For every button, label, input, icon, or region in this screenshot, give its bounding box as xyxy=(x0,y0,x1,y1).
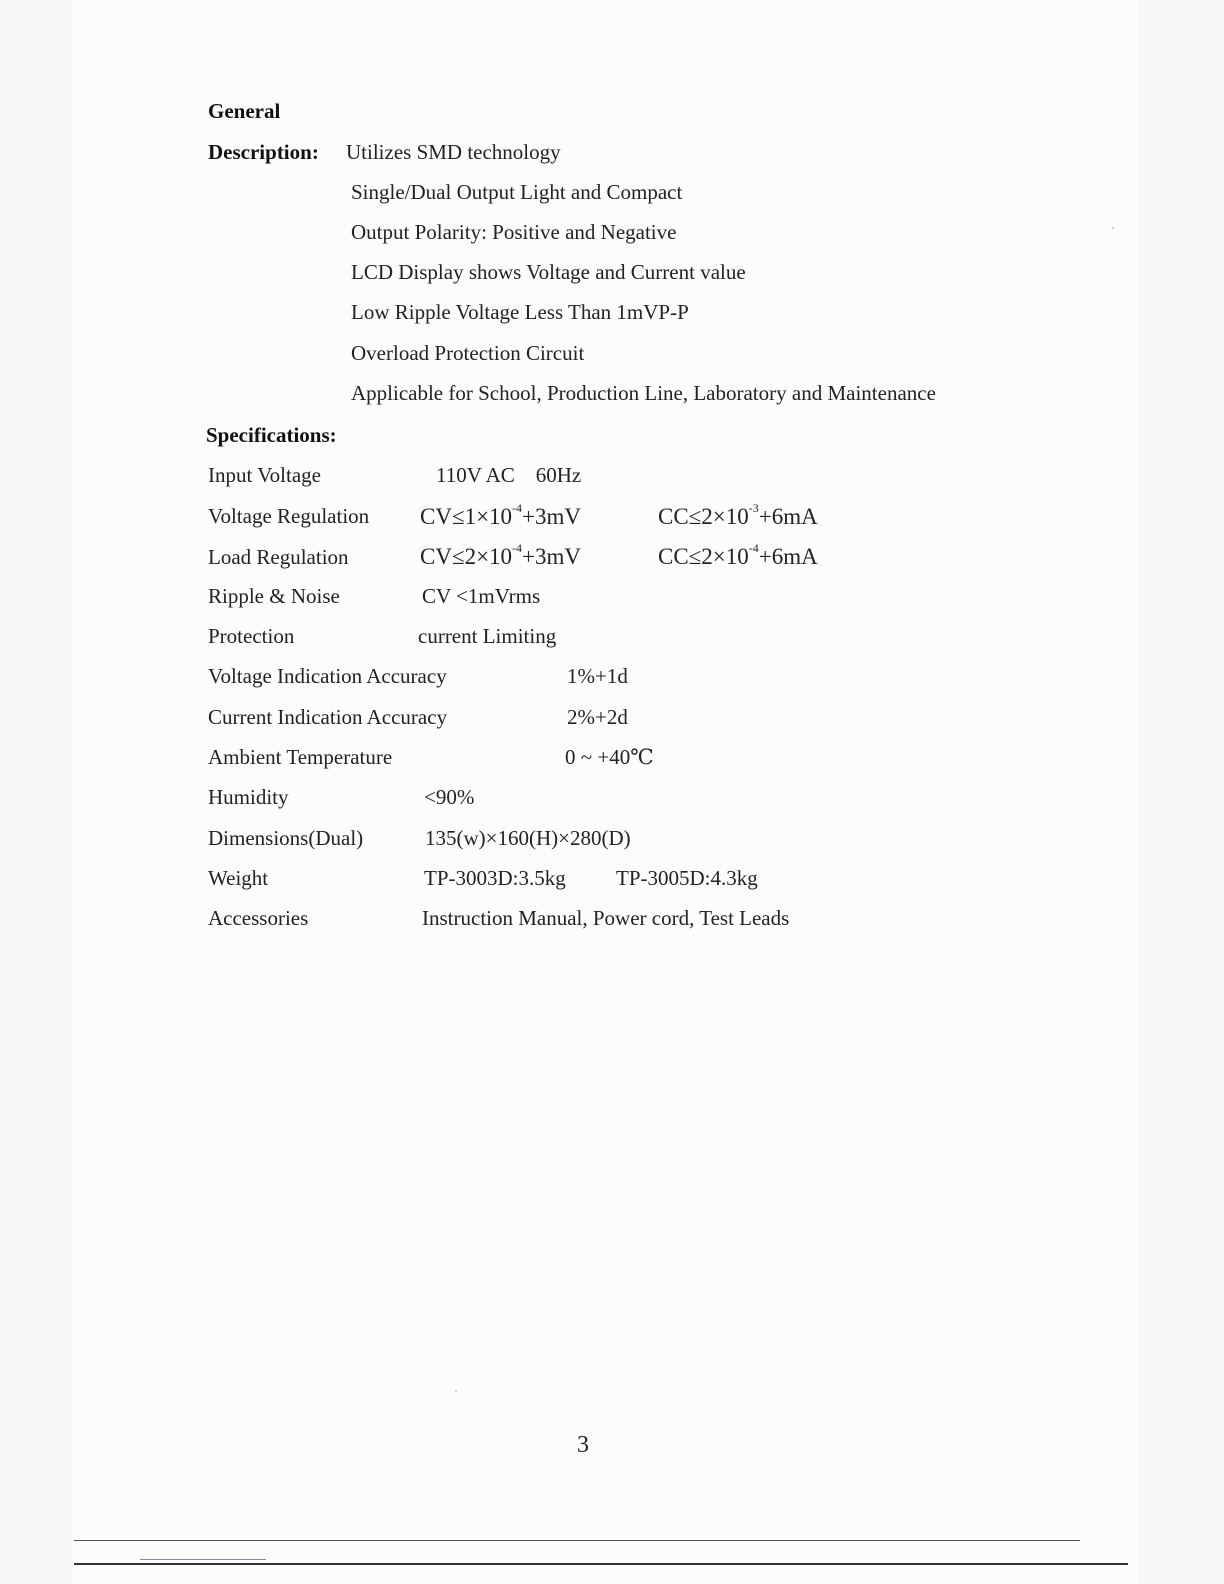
spec-label-ripple-noise: Ripple & Noise xyxy=(208,584,340,608)
page-number: 3 xyxy=(577,1432,589,1458)
spec-label-dimensions: Dimensions(Dual) xyxy=(208,826,364,850)
spec-value-weight-a: TP-3003D:3.5kg xyxy=(424,866,566,890)
description-line: Output Polarity: Positive and Negative xyxy=(351,220,677,244)
scan-speck xyxy=(1112,227,1114,229)
spec-value-voltage-regulation-cv: $CV\le 1\times 10^{-4}+3mV$ xyxy=(420,501,582,529)
spec-value-humidity: <90% xyxy=(424,785,475,809)
spec-label-load-regulation: Load Regulation xyxy=(208,545,349,569)
footer-rule xyxy=(74,1563,1128,1565)
spec-label-input-voltage: Input Voltage xyxy=(208,463,321,487)
specifications-heading: Specifications: xyxy=(206,423,337,447)
spec-value-protection: current Limiting xyxy=(418,624,557,648)
spec-value-voltage-accuracy: 1%+1d xyxy=(567,664,628,688)
spec-value-input-voltage: 110V AC 60Hz xyxy=(436,463,582,487)
description-line: Single/Dual Output Light and Compact xyxy=(351,180,683,204)
spec-value-dimensions: 135(w)×160(H)×280(D) xyxy=(425,826,631,850)
spec-label-weight: Weight xyxy=(208,866,269,890)
scan-speck xyxy=(455,1390,457,1392)
footer-rule xyxy=(140,1559,266,1560)
description-line: Utilizes SMD technology xyxy=(346,140,561,164)
spec-value-current-accuracy: 2%+2d xyxy=(567,705,628,729)
description-label: Description: xyxy=(208,140,319,164)
description-line: LCD Display shows Voltage and Current value xyxy=(351,260,746,284)
spec-label-current-accuracy: Current Indication Accuracy xyxy=(208,705,448,729)
description-line: Low Ripple Voltage Less Than 1mVP-P xyxy=(351,300,689,324)
spec-label-ambient-temperature: Ambient Temperature xyxy=(208,745,393,769)
spec-label-voltage-regulation: Voltage Regulation xyxy=(208,504,370,528)
spec-label-voltage-accuracy: Voltage Indication Accuracy xyxy=(208,664,447,688)
spec-value-load-regulation-cv: $CV\le 2\times 10^{-4}+3mV$ xyxy=(420,541,582,569)
spec-value-voltage-regulation-cc: $CC\le 2\times 10^{-3}+6mA$ xyxy=(658,501,818,529)
spec-label-protection: Protection xyxy=(208,624,295,648)
spec-value-accessories: Instruction Manual, Power cord, Test Leads xyxy=(422,906,790,930)
spec-value-ambient-temperature: 0 ~ +40℃ xyxy=(565,745,654,769)
general-heading: General xyxy=(208,99,281,123)
spec-label-humidity: Humidity xyxy=(208,785,289,809)
spec-value-load-regulation-cc: $CC\le 2\times 10^{-4}+6mA$ xyxy=(658,541,818,569)
description-line: Applicable for School, Production Line, Laboratory and Maintenance xyxy=(351,381,936,405)
footer-rule xyxy=(74,1540,1080,1541)
description-line: Overload Protection Circuit xyxy=(351,341,585,365)
spec-value-weight-b: TP-3005D:4.3kg xyxy=(616,866,758,890)
spec-value-ripple-noise: CV <1mVrms xyxy=(422,584,541,608)
spec-label-accessories: Accessories xyxy=(208,906,309,930)
